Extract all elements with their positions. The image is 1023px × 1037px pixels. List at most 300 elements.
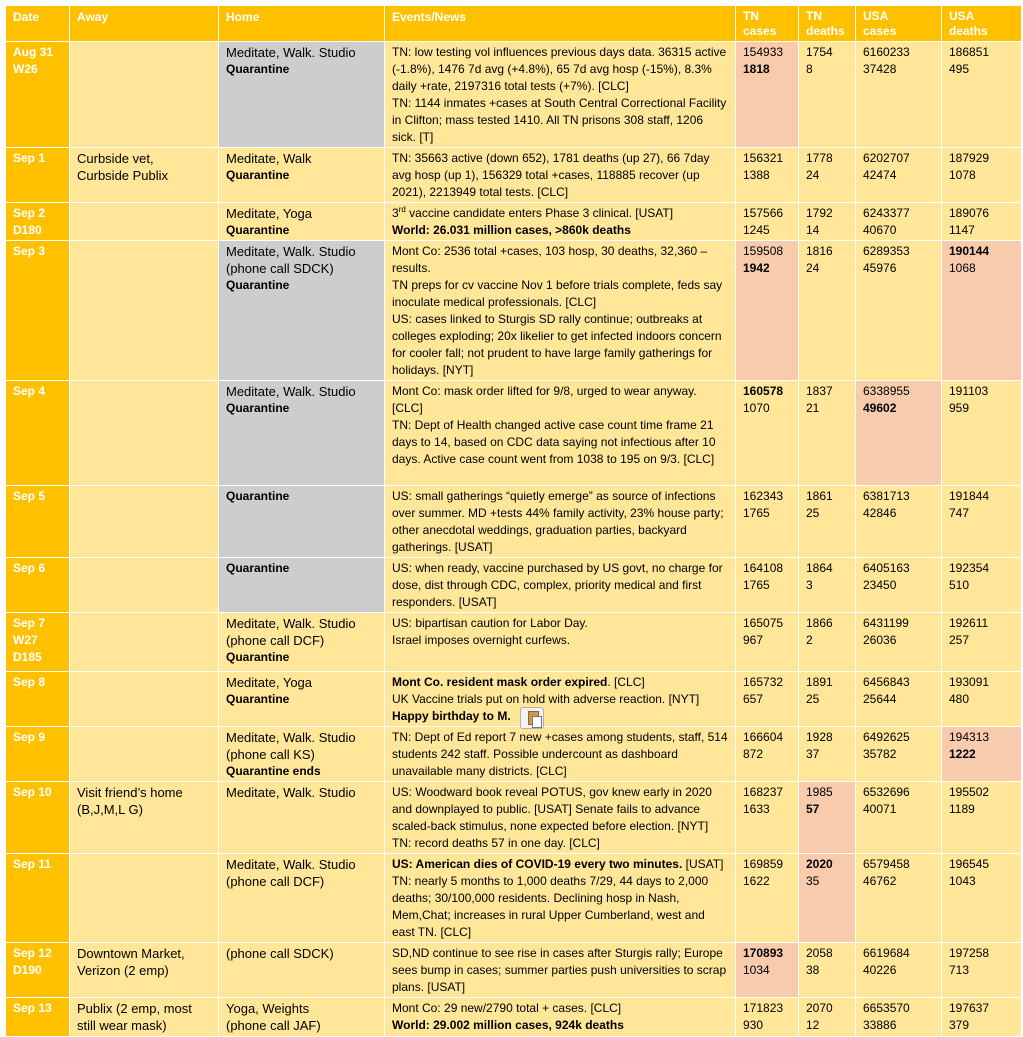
home-cell (219, 381, 385, 486)
usa-deaths-cell (942, 558, 1022, 613)
home-cell (219, 148, 385, 203)
home-cell (219, 558, 385, 613)
value-line: 1034 (743, 963, 770, 977)
quarantine-label: Quarantine (226, 650, 290, 664)
news-cell (385, 782, 736, 854)
table-row (6, 854, 1022, 943)
value-line: 257 (949, 633, 970, 647)
usa-deaths-cell (942, 486, 1022, 558)
date-cell (6, 381, 70, 486)
news-cell (385, 672, 736, 727)
value-line: 38 (806, 963, 820, 977)
table-row (6, 148, 1022, 203)
value-line: 25 (806, 506, 820, 520)
usa-deaths-cell (942, 943, 1022, 998)
table-row (6, 943, 1022, 998)
value-line: 159508 (743, 244, 784, 258)
value-line: 26036 (863, 633, 897, 647)
tn-deaths-cell (799, 782, 856, 854)
home-line: (phone call KS) (226, 747, 315, 762)
value-line: 1765 (743, 578, 770, 592)
value-line: 37 (806, 747, 820, 761)
quarantine-label: Quarantine (226, 489, 290, 503)
home-line: (phone call SDCK) (226, 261, 334, 276)
date-cell (6, 558, 70, 613)
home-cell (219, 486, 385, 558)
tn-cases-cell (736, 943, 799, 998)
header-date: Date (6, 6, 70, 42)
news-cell (385, 42, 736, 148)
date-line: W27 (13, 633, 38, 647)
value-line: 192354 (949, 561, 990, 575)
usa-deaths-cell (942, 727, 1022, 782)
value-line: 872 (743, 747, 764, 761)
value-line: 24 (806, 261, 820, 275)
tn-cases-cell (736, 782, 799, 854)
covid-log-table (5, 5, 1022, 1037)
sheet-shape (532, 716, 542, 728)
tn-deaths-cell (799, 42, 856, 148)
tn-deaths-cell (799, 672, 856, 727)
value-line: 156321 (743, 151, 784, 165)
date-line: Sep 8 (13, 675, 46, 689)
value-line: 1861 (806, 489, 833, 503)
news-paragraph: TN: 1144 inmates +cases at South Central Correctional Facility in Clifton; mass tested 1410. All TN prisons 308 staff, 1206 sick. [T] (392, 96, 727, 144)
home-line: (phone call DCF) (226, 874, 325, 889)
usa-cases-cell (856, 782, 942, 854)
value-line: 190144 (949, 244, 990, 258)
value-line: 1222 (949, 747, 976, 761)
news-paragraph: UK Vaccine trials put on hold with adverse reaction. [NYT] (392, 692, 700, 706)
news-text: . [CLC] (607, 675, 645, 689)
away-cell (70, 613, 219, 672)
tn-deaths-cell (799, 854, 856, 943)
value-line: 6653570 (863, 1001, 910, 1015)
news-paragraph (392, 674, 730, 691)
away-line: still wear mask) (77, 1018, 167, 1033)
usa-cases-cell (856, 486, 942, 558)
table-body (6, 42, 1022, 1037)
value-line: 2 (806, 633, 813, 647)
news-paragraph: TN: 35663 active (down 652), 1781 deaths (up 27), 66 7day avg hosp (up 1), 156329 total +cases, 118885 recover (up 2021), 2213949 total tests. [CLC] (392, 151, 710, 199)
away-cell (70, 782, 219, 854)
news-bold-text: US: American dies of COVID-19 every two minutes. (392, 857, 683, 871)
tn-cases-cell (736, 241, 799, 381)
tn-deaths-cell (799, 148, 856, 203)
home-line: Meditate, Walk. Studio (226, 857, 356, 872)
value-line: 1985 (806, 785, 833, 799)
value-line: 959 (949, 401, 970, 415)
date-line: D190 (13, 963, 42, 977)
header-tn-deaths: TN deaths (799, 6, 856, 42)
usa-cases-cell (856, 203, 942, 241)
home-line: (phone call JAF) (226, 1018, 321, 1033)
value-line: 1765 (743, 506, 770, 520)
value-line: 25644 (863, 692, 897, 706)
date-cell (6, 782, 70, 854)
news-cell (385, 727, 736, 782)
home-line: Meditate, Walk (226, 151, 312, 166)
value-line: 186851 (949, 45, 990, 59)
news-paragraph: Mont Co: 29 new/2790 total + cases. [CLC] (392, 1001, 622, 1015)
news-text: [USAT] (682, 857, 724, 871)
tn-deaths-cell (799, 241, 856, 381)
value-line: 495 (949, 62, 970, 76)
value-line: 168237 (743, 785, 784, 799)
quarantine-label: Quarantine (226, 561, 290, 575)
value-line: 14 (806, 223, 820, 237)
usa-cases-cell (856, 943, 942, 998)
value-line: 157566 (743, 206, 784, 220)
tn-cases-cell (736, 486, 799, 558)
value-line: 1792 (806, 206, 833, 220)
value-line: 21 (806, 401, 820, 415)
value-line: 1891 (806, 675, 833, 689)
usa-cases-cell (856, 998, 942, 1037)
news-paragraph: US: bipartisan caution for Labor Day. (392, 616, 588, 630)
news-paragraph: TN: record deaths 57 in one day. [CLC] (392, 836, 600, 850)
news-paragraph: Israel imposes overnight curfews. (392, 633, 571, 647)
value-line: 2058 (806, 946, 833, 960)
table-row (6, 727, 1022, 782)
value-line: 2020 (806, 857, 833, 871)
value-line: 189076 (949, 206, 990, 220)
tn-deaths-cell (799, 381, 856, 486)
news-superscript: rd (398, 205, 406, 214)
value-line: 1816 (806, 244, 833, 258)
value-line: 191103 (949, 384, 989, 398)
value-line: 1754 (806, 45, 833, 59)
value-line: 196545 (949, 857, 990, 871)
home-cell (219, 782, 385, 854)
away-line: Downtown Market, (77, 946, 185, 961)
news-paragraph (392, 205, 730, 222)
away-line: (B,J,M,L G) (77, 802, 143, 817)
news-paragraph: TN: Dept of Ed report 7 new +cases among students, staff, 514 students 242 staff. Possible undercount as dashboard unavailable many districts. [CLC] (392, 730, 728, 778)
date-line: D185 (13, 650, 42, 664)
news-cell (385, 203, 736, 241)
home-line: (phone call DCF) (226, 633, 325, 648)
value-line: 6202707 (863, 151, 910, 165)
date-line: Sep 10 (13, 785, 52, 799)
usa-cases-cell (856, 672, 942, 727)
value-line: 162343 (743, 489, 784, 503)
tn-cases-cell (736, 854, 799, 943)
home-line: Meditate, Walk. Studio (226, 730, 356, 745)
quarantine-label: Quarantine (226, 168, 290, 182)
table-row (6, 42, 1022, 148)
tn-cases-cell (736, 42, 799, 148)
tn-deaths-cell (799, 558, 856, 613)
news-paragraph (392, 856, 730, 873)
news-cell (385, 381, 736, 486)
value-line: 12 (806, 1018, 820, 1032)
table-row (6, 558, 1022, 613)
date-line: Sep 2 (13, 206, 46, 220)
home-line: Meditate, Walk. Studio (226, 244, 356, 259)
value-line: 1928 (806, 730, 833, 744)
value-line: 6619684 (863, 946, 910, 960)
value-line: 1245 (743, 223, 770, 237)
header-news: Events/News (385, 6, 736, 42)
news-paragraph: Mont Co: mask order lifted for 9/8, urged to wear anyway. [CLC] (392, 384, 697, 415)
news-paragraph: World: 26.031 million cases, >860k deaths (392, 223, 631, 237)
value-line: 197637 (949, 1001, 990, 1015)
value-line: 713 (949, 963, 970, 977)
away-cell (70, 727, 219, 782)
value-line: 192611 (949, 616, 989, 630)
news-cell (385, 486, 736, 558)
date-cell (6, 148, 70, 203)
quarantine-label: Quarantine (226, 278, 290, 292)
home-line: (phone call SDCK) (226, 946, 334, 961)
value-line: 195502 (949, 785, 990, 799)
away-cell (70, 42, 219, 148)
home-line: Meditate, Yoga (226, 675, 313, 690)
date-line: Sep 6 (13, 561, 46, 575)
value-line: 6243377 (863, 206, 910, 220)
news-cell (385, 943, 736, 998)
news-paragraph: Happy birthday to M. (392, 709, 511, 723)
value-line: 165732 (743, 675, 784, 689)
value-line: 187929 (949, 151, 990, 165)
usa-cases-cell (856, 241, 942, 381)
news-paragraph: SD,ND continue to see rise in cases after Sturgis rally; Europe sees bump in cases; summer parties push universities to scrap plans. [USAT] (392, 946, 727, 994)
usa-deaths-cell (942, 148, 1022, 203)
value-line: 1622 (743, 874, 770, 888)
news-paragraph: TN: Dept of Health changed active case count time frame 21 days to 14, based on CDC data saying not infectious after 10 days. Active case count went from 1038 to 195 on 9/3. [CLC] (392, 418, 716, 466)
table-row (6, 241, 1022, 381)
away-cell (70, 943, 219, 998)
date-line: Sep 11 (13, 857, 52, 871)
quarantine-label: Quarantine (226, 223, 290, 237)
tn-cases-cell (736, 672, 799, 727)
away-line: Verizon (2 emp) (77, 963, 169, 978)
usa-cases-cell (856, 727, 942, 782)
value-line: 1864 (806, 561, 833, 575)
date-cell (6, 943, 70, 998)
value-line: 2070 (806, 1001, 833, 1015)
value-line: 6579458 (863, 857, 910, 871)
value-line: 6160233 (863, 45, 910, 59)
home-line: Meditate, Walk. Studio (226, 785, 356, 800)
away-cell (70, 672, 219, 727)
value-line: 197258 (949, 946, 990, 960)
news-cell (385, 998, 736, 1037)
tn-deaths-cell (799, 727, 856, 782)
table-row (6, 613, 1022, 672)
date-line: Sep 4 (13, 384, 46, 398)
quarantine-label: Quarantine (226, 692, 290, 706)
value-line: 1866 (806, 616, 833, 630)
value-line: 930 (743, 1018, 764, 1032)
date-cell (6, 854, 70, 943)
news-text: vaccine candidate enters Phase 3 clinical. [USAT] (405, 206, 674, 220)
value-line: 170893 (743, 946, 784, 960)
usa-cases-cell (856, 148, 942, 203)
date-cell (6, 672, 70, 727)
away-cell (70, 558, 219, 613)
table-row (6, 782, 1022, 854)
value-line: 1633 (743, 802, 770, 816)
news-ordinal: 3 (392, 206, 399, 220)
value-line: 193091 (949, 675, 990, 689)
news-paragraph: US: small gatherings “quietly emerge” as source of infections over summer. MD +tests 44% family activity, 23% house party; other anecdotal weddings, graduation parties, backyard gatherings. [USAT] (392, 489, 724, 554)
value-line: 6431199 (863, 616, 909, 630)
header-usa-deaths: USA deaths (942, 6, 1022, 42)
tn-deaths-cell (799, 486, 856, 558)
tn-cases-cell (736, 613, 799, 672)
usa-deaths-cell (942, 782, 1022, 854)
value-line: 160578 (743, 384, 784, 398)
news-bold-text: Mont Co. resident mask order expired (392, 675, 608, 689)
quarantine-label: Quarantine (226, 62, 290, 76)
date-line: W26 (13, 62, 38, 76)
value-line: 6381713 (863, 489, 910, 503)
away-line: Curbside Publix (77, 168, 169, 183)
away-cell (70, 486, 219, 558)
value-line: 3 (806, 578, 813, 592)
tn-cases-cell (736, 203, 799, 241)
value-line: 6492625 (863, 730, 910, 744)
tn-cases-cell (736, 558, 799, 613)
table-row (6, 381, 1022, 486)
news-paragraph: TN: nearly 5 months to 1,000 deaths 7/29, 44 days to 2,000 deaths; 30/100,000 residents. Declining hosp in Nash, Mem,Chat; increases in rural Upper Cumberland, west and east TN. [CLC] (392, 874, 709, 939)
value-line: 24 (806, 168, 820, 182)
tn-deaths-cell (799, 203, 856, 241)
home-cell (219, 672, 385, 727)
away-cell (70, 203, 219, 241)
value-line: 1068 (949, 261, 976, 275)
value-line: 166604 (743, 730, 784, 744)
value-line: 6456843 (863, 675, 910, 689)
value-line: 40071 (863, 802, 897, 816)
tn-cases-cell (736, 727, 799, 782)
value-line: 35 (806, 874, 820, 888)
usa-deaths-cell (942, 672, 1022, 727)
date-cell (6, 203, 70, 241)
home-line: Meditate, Walk. Studio (226, 616, 356, 631)
tn-deaths-cell (799, 943, 856, 998)
date-cell (6, 998, 70, 1037)
news-paragraph: TN preps for cv vaccine Nov 1 before trials complete, feds say inoculate medical professionals. [CLC] (392, 278, 723, 309)
usa-cases-cell (856, 558, 942, 613)
value-line: 379 (949, 1018, 970, 1032)
tn-cases-cell (736, 148, 799, 203)
date-cell (6, 241, 70, 381)
value-line: 480 (949, 692, 970, 706)
header-home: Home (219, 6, 385, 42)
value-line: 25 (806, 692, 820, 706)
usa-deaths-cell (942, 203, 1022, 241)
paste-options-icon[interactable] (520, 707, 544, 729)
value-line: 1043 (949, 874, 976, 888)
home-cell (219, 613, 385, 672)
value-line: 191844 (949, 489, 990, 503)
tn-cases-cell (736, 381, 799, 486)
usa-deaths-cell (942, 854, 1022, 943)
news-cell (385, 613, 736, 672)
news-paragraph: World: 29.002 million cases, 924k deaths (392, 1018, 624, 1032)
value-line: 510 (949, 578, 970, 592)
value-line: 46762 (863, 874, 897, 888)
table-row (6, 203, 1022, 241)
away-line: Visit friend’s home (77, 785, 183, 800)
home-cell (219, 203, 385, 241)
news-paragraph: US: Woodward book reveal POTUS, gov knew early in 2020 and downplayed to public. [USAT] Senate fails to advance scaled-back stimulus, none expected before election. [NYT] (392, 785, 712, 833)
value-line: 57 (806, 802, 820, 816)
date-cell (6, 486, 70, 558)
home-cell (219, 42, 385, 148)
value-line: 1070 (743, 401, 770, 415)
home-cell (219, 854, 385, 943)
tn-cases-cell (736, 998, 799, 1037)
quarantine-label: Quarantine ends (226, 764, 321, 778)
value-line: 6532696 (863, 785, 910, 799)
value-line: 40226 (863, 963, 897, 977)
value-line: 35782 (863, 747, 897, 761)
value-line: 169859 (743, 857, 784, 871)
header-usa-cases: USA cases (856, 6, 942, 42)
value-line: 1189 (949, 802, 975, 816)
value-line: 194313 (949, 730, 990, 744)
away-cell (70, 148, 219, 203)
tn-deaths-cell (799, 613, 856, 672)
date-line: Sep 13 (13, 1001, 52, 1015)
date-line: Sep 1 (13, 151, 46, 165)
home-cell (219, 943, 385, 998)
usa-deaths-cell (942, 241, 1022, 381)
usa-cases-cell (856, 613, 942, 672)
value-line: 1818 (743, 62, 770, 76)
date-line: Sep 12 (13, 946, 52, 960)
value-line: 33886 (863, 1018, 897, 1032)
home-line: Meditate, Walk. Studio (226, 45, 356, 60)
news-paragraph: Mont Co: 2536 total +cases, 103 hosp, 30 deaths, 32,360 – results. (392, 244, 708, 275)
date-line: Sep 3 (13, 244, 46, 258)
value-line: 6338955 (863, 384, 910, 398)
away-line: Publix (2 emp, most (77, 1001, 192, 1016)
date-line: Sep 7 (13, 616, 46, 630)
home-cell (219, 998, 385, 1037)
table-row (6, 672, 1022, 727)
usa-cases-cell (856, 854, 942, 943)
value-line: 6289353 (863, 244, 910, 258)
quarantine-label: Quarantine (226, 401, 290, 415)
news-paragraph: US: when ready, vaccine purchased by US govt, no charge for dose, dist through CDC, complex, priority medical and first responders. [USAT] (392, 561, 723, 609)
date-cell (6, 42, 70, 148)
away-line: Curbside vet, (77, 151, 154, 166)
away-cell (70, 854, 219, 943)
away-cell (70, 998, 219, 1037)
table-row (6, 998, 1022, 1037)
value-line: 747 (949, 506, 970, 520)
usa-cases-cell (856, 42, 942, 148)
value-line: 45976 (863, 261, 897, 275)
value-line: 1942 (743, 261, 770, 275)
news-cell (385, 558, 736, 613)
home-cell (219, 241, 385, 381)
header-row (6, 6, 1022, 42)
news-cell (385, 148, 736, 203)
date-cell (6, 613, 70, 672)
value-line: 8 (806, 62, 813, 76)
value-line: 49602 (863, 401, 897, 415)
date-cell (6, 727, 70, 782)
news-cell (385, 241, 736, 381)
away-cell (70, 381, 219, 486)
usa-deaths-cell (942, 613, 1022, 672)
